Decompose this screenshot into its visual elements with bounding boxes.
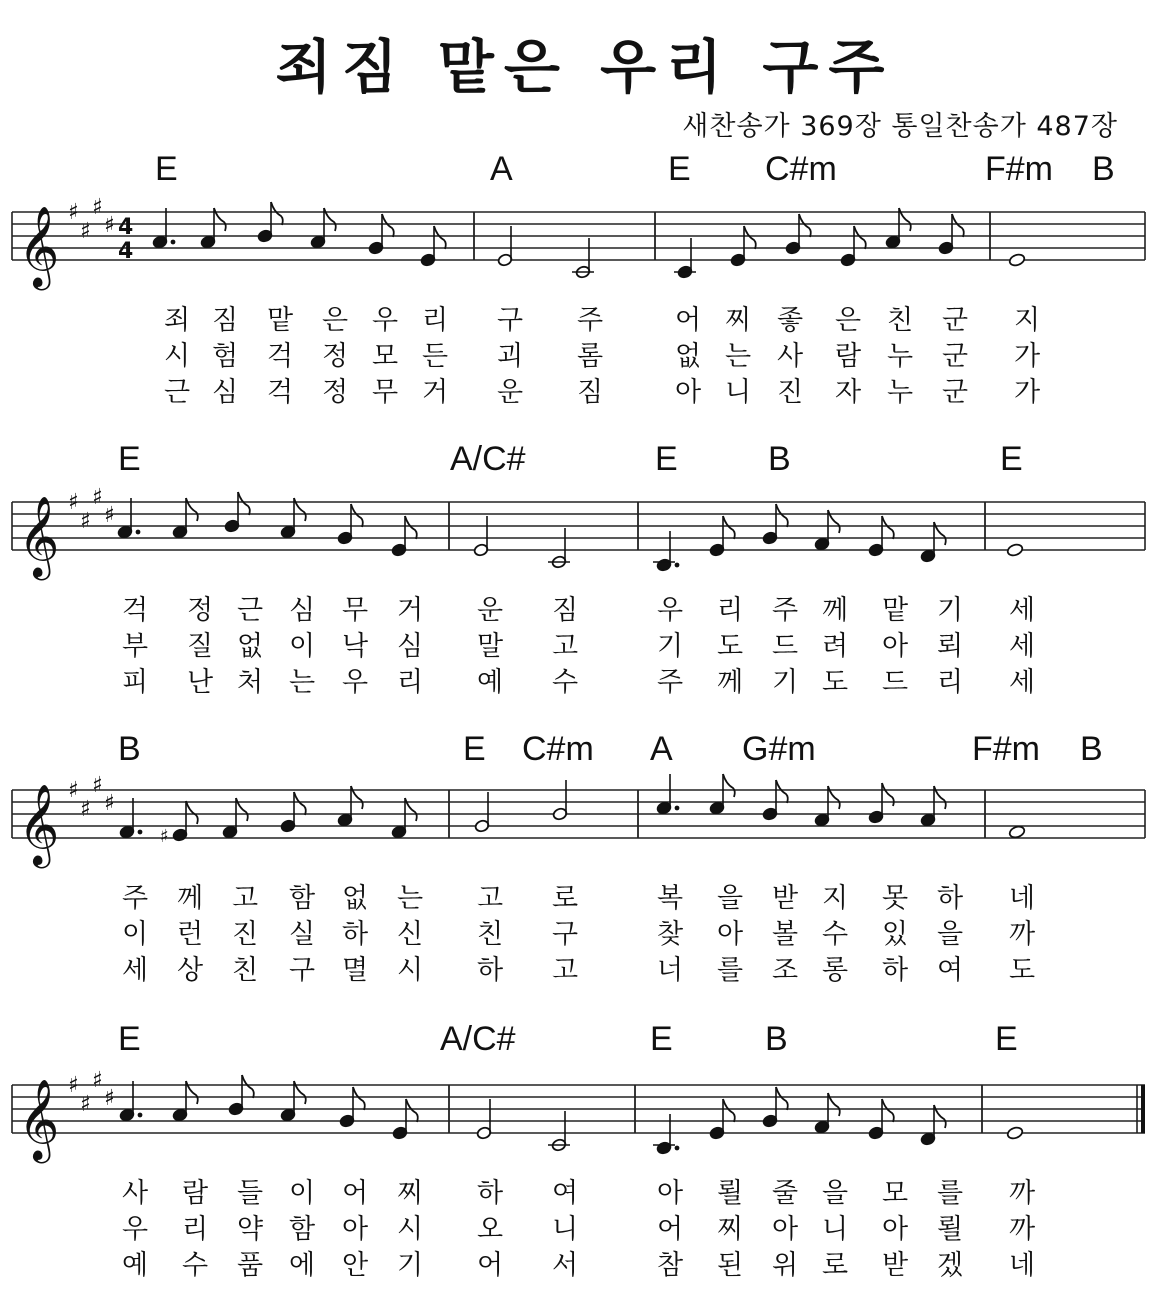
chord-symbol: G#m	[742, 730, 816, 768]
lyric-syllable: 찌	[716, 1214, 744, 1245]
lyric-syllable: 드	[881, 667, 909, 698]
chord-symbol: C#m	[765, 150, 837, 188]
chord-symbol: B	[768, 440, 791, 478]
lyric-syllable: 주	[656, 667, 684, 698]
lyric-syllable: 도	[716, 631, 744, 662]
note	[474, 792, 490, 833]
lyric-syllable: 누	[886, 377, 914, 408]
lyric-syllable: 거	[421, 377, 449, 408]
lyric-syllable: 약	[236, 1214, 264, 1245]
lyric-syllable: 아	[881, 1214, 909, 1245]
note	[172, 1081, 198, 1122]
lyric-syllable: 주	[121, 883, 149, 914]
lyric-syllable: 사	[776, 341, 804, 372]
lyric-syllable: 고	[551, 955, 579, 986]
sharp-icon: ♯	[68, 1073, 79, 1098]
sharp-icon: ♯	[68, 778, 79, 803]
lyric-syllable: 리	[181, 1214, 209, 1245]
lyric-syllable: 맡	[881, 595, 909, 626]
note	[868, 783, 894, 824]
lyric-syllable: 모	[371, 341, 399, 372]
sharp-icon: ♯	[80, 509, 91, 534]
lyric-syllable: 네	[1008, 883, 1036, 914]
lyric-syllable: 없	[674, 341, 702, 372]
chord-symbol: A/C#	[440, 1020, 516, 1058]
note	[476, 1099, 492, 1140]
lyric-syllable: 롬	[576, 341, 604, 372]
note	[337, 786, 363, 827]
lyric-syllable: 친	[476, 919, 504, 950]
lyric-syllable: 함	[288, 1214, 316, 1245]
lyric-syllable: 아	[716, 919, 744, 950]
chord-symbol: E	[1000, 440, 1023, 478]
chord-symbol: B	[765, 1020, 788, 1058]
lyric-syllable: 괴	[496, 341, 524, 372]
lyric-syllable: 아	[341, 1214, 369, 1245]
sharp-icon: ♯	[104, 791, 115, 816]
lyric-syllable: 을	[821, 1178, 849, 1209]
lyric-syllable: 예	[121, 1250, 149, 1281]
lyric-syllable: 된	[716, 1250, 744, 1281]
lyric-syllable: 로	[551, 883, 579, 914]
lyric-syllable: 세	[1008, 595, 1036, 626]
lyric-syllable: 함	[288, 883, 316, 914]
lyric-syllable: 기	[656, 631, 684, 662]
lyric-syllable: 까	[1008, 919, 1036, 950]
lyric-syllable: 구	[551, 919, 579, 950]
lyric-syllable: 거	[396, 595, 424, 626]
sharp-icon: ♯	[92, 485, 103, 510]
chord-symbol: B	[1080, 730, 1103, 768]
lyric-syllable: 걱	[266, 341, 294, 372]
sharp-icon: ♯	[104, 503, 115, 528]
chord-symbol: C#m	[522, 730, 594, 768]
note	[885, 208, 911, 249]
lyric-syllable: 아	[771, 1214, 799, 1245]
lyric-syllable: 아	[674, 377, 702, 408]
note	[117, 498, 140, 539]
lyric-syllable: 는	[396, 883, 424, 914]
lyric-syllable: 람	[834, 341, 862, 372]
lyric-syllable: 줄	[771, 1178, 799, 1209]
chord-symbol: F#m	[985, 150, 1053, 188]
lyric-syllable: 너	[656, 955, 684, 986]
lyric-syllable: 조	[771, 955, 799, 986]
sharp-icon: ♯	[68, 490, 79, 515]
lyric-syllable: 로	[821, 1250, 849, 1281]
note	[119, 1081, 142, 1122]
sharp-icon: ♯	[92, 1068, 103, 1093]
note	[814, 1093, 840, 1134]
lyric-syllable: 여	[551, 1178, 579, 1209]
lyric-syllable: 지	[821, 883, 849, 914]
chord-symbol: E	[650, 1020, 673, 1058]
lyric-syllable: 있	[881, 919, 909, 950]
note	[572, 238, 594, 279]
lyric-syllable: 아	[656, 1178, 684, 1209]
lyric-syllable: 군	[941, 377, 969, 408]
lyric-syllable: 수	[181, 1250, 209, 1281]
lyric-syllable: 우	[341, 667, 369, 698]
lyric-syllable: 주	[576, 305, 604, 336]
note	[814, 786, 840, 827]
lyric-syllable: 롱	[821, 955, 849, 986]
lyric-syllable: 걱	[266, 377, 294, 408]
lyric-syllable: 군	[941, 305, 969, 336]
chord-symbol: E	[118, 1020, 141, 1058]
lyric-syllable: 는	[724, 341, 752, 372]
lyric-syllable: 짐	[211, 305, 239, 336]
lyric-syllable: 드	[771, 631, 799, 662]
lyric-syllable: 볼	[771, 919, 799, 950]
lyric-syllable: 세	[1008, 631, 1036, 662]
lyric-syllable: 주	[771, 595, 799, 626]
chord-symbol: E	[155, 150, 178, 188]
hymn-number: 새찬송가 369장 통일찬송가 487장	[682, 111, 1118, 142]
lyric-syllable: 무	[341, 595, 369, 626]
lyric-syllable: 걱	[121, 595, 149, 626]
lyric-syllable: 정	[321, 377, 349, 408]
lyric-syllable: 우	[656, 595, 684, 626]
lyric-syllable: 정	[186, 595, 214, 626]
sharp-icon: ♯	[104, 1086, 115, 1111]
lyric-syllable: 고	[231, 883, 259, 914]
lyric-syllable: 고	[551, 631, 579, 662]
lyric-syllable: 도	[821, 667, 849, 698]
lyric-syllable: 을	[936, 919, 964, 950]
lyric-syllable: 참	[656, 1250, 684, 1281]
lyric-syllable: 지	[1013, 305, 1041, 336]
lyric-syllable: 예	[476, 667, 504, 698]
lyric-syllable: 여	[936, 955, 964, 986]
note	[920, 786, 946, 827]
lyric-syllable: 들	[236, 1178, 264, 1209]
lyric-syllable: 가	[1013, 341, 1041, 372]
lyric-syllable: 이	[121, 919, 149, 950]
lyric-syllable: 짐	[551, 595, 579, 626]
lyric-syllable: 운	[476, 595, 504, 626]
lyric-syllable: 낙	[341, 631, 369, 662]
lyric-syllable: 아	[881, 631, 909, 662]
note	[548, 528, 570, 569]
lyric-syllable: 하	[476, 955, 504, 986]
lyric-syllable: 피	[121, 667, 149, 698]
lyric-syllable: 고	[476, 883, 504, 914]
lyric-syllable: 기	[936, 595, 964, 626]
lyric-syllable: 수	[821, 919, 849, 950]
chord-symbol: E	[655, 440, 678, 478]
note	[920, 522, 946, 563]
lyric-syllable: 은	[834, 305, 862, 336]
lyric-syllable: 께	[716, 667, 744, 698]
lyric-syllable: 심	[211, 377, 239, 408]
lyric-syllable: 까	[1008, 1214, 1036, 1245]
lyric-syllable: 위	[771, 1250, 799, 1281]
note	[497, 226, 513, 267]
lyric-syllable: 니	[551, 1214, 579, 1245]
note	[674, 238, 696, 279]
note	[1006, 543, 1024, 558]
note	[310, 208, 336, 249]
sharp-icon: ♯	[92, 195, 103, 220]
staff	[0, 150, 1170, 300]
lyric-syllable: 뢰	[936, 631, 964, 662]
note	[653, 1114, 679, 1155]
lyric-syllable: 심	[396, 631, 424, 662]
lyric-syllable: 구	[496, 305, 524, 336]
lyric-syllable: 안	[341, 1250, 369, 1281]
lyric-syllable: 무	[371, 377, 399, 408]
lyric-syllable: 는	[288, 667, 316, 698]
staff	[0, 440, 1170, 590]
lyric-syllable: 실	[288, 919, 316, 950]
lyric-syllable: 께	[821, 595, 849, 626]
lyric-syllable: 어	[341, 1178, 369, 1209]
lyric-syllable: 리	[421, 305, 449, 336]
song-title: 죄짐 맡은 우리 구주	[275, 33, 895, 101]
sharp-icon: ♯	[80, 219, 91, 244]
chord-symbol: E	[668, 150, 691, 188]
lyric-syllable: 께	[176, 883, 204, 914]
chord-symbol: A/C#	[450, 440, 526, 478]
lyric-syllable: 누	[886, 341, 914, 372]
lyric-syllable: 하	[476, 1178, 504, 1209]
note	[1006, 1126, 1024, 1141]
lyric-syllable: 구	[288, 955, 316, 986]
note	[200, 208, 226, 249]
lyric-syllable: 없	[341, 883, 369, 914]
note	[473, 516, 489, 557]
lyric-syllable: 하	[341, 919, 369, 950]
lyric-syllable: 어	[656, 1214, 684, 1245]
lyric-syllable: 니	[724, 377, 752, 408]
lyric-syllable: 시	[396, 955, 424, 986]
note	[1008, 253, 1026, 268]
sharp-icon: ♯	[104, 213, 115, 238]
lyric-syllable: 정	[321, 341, 349, 372]
chord-symbol: B	[118, 730, 141, 768]
lyric-syllable: 에	[288, 1250, 316, 1281]
lyric-syllable: 세	[1008, 667, 1036, 698]
sharp-icon: ♯	[68, 200, 79, 225]
note	[172, 498, 198, 539]
staff	[0, 1020, 1170, 1170]
lyric-syllable: 든	[421, 341, 449, 372]
lyric-syllable: 심	[288, 595, 316, 626]
lyric-syllable: 우	[121, 1214, 149, 1245]
lyric-syllable: 도	[1008, 955, 1036, 986]
lyric-syllable: 군	[941, 341, 969, 372]
time-signature-bottom: 4	[118, 239, 134, 264]
lyric-syllable: 기	[771, 667, 799, 698]
lyric-syllable: 서	[551, 1250, 579, 1281]
note	[152, 208, 175, 249]
lyric-syllable: 수	[551, 667, 579, 698]
lyric-syllable: 기	[396, 1250, 424, 1281]
note	[160, 801, 198, 847]
lyric-syllable: 뢸	[716, 1178, 744, 1209]
lyric-syllable: 을	[716, 883, 744, 914]
treble-clef-icon: 𝄞	[18, 495, 60, 577]
note	[920, 1105, 946, 1146]
chord-symbol: E	[118, 440, 141, 478]
lyric-syllable: 받	[771, 883, 799, 914]
staff	[0, 730, 1170, 880]
chord-symbol: F#m	[972, 730, 1040, 768]
lyric-syllable: 모	[881, 1178, 909, 1209]
note	[709, 774, 735, 815]
lyric-syllable: 운	[496, 377, 524, 408]
lyric-syllable: 험	[211, 341, 239, 372]
svg-text:♯: ♯	[160, 826, 169, 847]
lyric-syllable: 어	[476, 1250, 504, 1281]
chord-symbol: A	[650, 730, 673, 768]
lyric-syllable: 를	[716, 955, 744, 986]
lyric-syllable: 네	[1008, 1250, 1036, 1281]
lyric-syllable: 진	[776, 377, 804, 408]
lyric-syllable: 세	[121, 955, 149, 986]
lyric-syllable: 처	[236, 667, 264, 698]
lyric-syllable: 겠	[936, 1250, 964, 1281]
note	[653, 531, 679, 572]
note	[222, 798, 248, 839]
lyric-syllable: 근	[163, 377, 191, 408]
lyric-syllable: 찌	[396, 1178, 424, 1209]
note	[814, 510, 840, 551]
lyric-syllable: 없	[236, 631, 264, 662]
lyric-syllable: 리	[936, 667, 964, 698]
lyric-syllable: 어	[674, 305, 702, 336]
lyric-syllable: 멸	[341, 955, 369, 986]
lyric-syllable: 부	[121, 631, 149, 662]
lyric-syllable: 진	[231, 919, 259, 950]
lyric-syllable: 찾	[656, 919, 684, 950]
lyric-syllable: 시	[396, 1214, 424, 1245]
treble-clef-icon: 𝄞	[18, 205, 60, 287]
lyric-syllable: 품	[236, 1250, 264, 1281]
lyric-syllable: 사	[121, 1178, 149, 1209]
note	[1008, 825, 1026, 840]
sharp-icon: ♯	[92, 773, 103, 798]
chord-symbol: B	[1092, 150, 1115, 188]
lyric-syllable: 상	[176, 955, 204, 986]
chord-symbol: A	[490, 150, 513, 188]
lyric-syllable: 은	[321, 305, 349, 336]
chord-symbol: E	[463, 730, 486, 768]
lyric-syllable: 난	[186, 667, 214, 698]
chord-symbol: E	[995, 1020, 1018, 1058]
note	[552, 780, 568, 821]
lyric-syllable: 까	[1008, 1178, 1036, 1209]
lyric-syllable: 시	[163, 341, 191, 372]
lyric-syllable: 말	[476, 631, 504, 662]
lyric-syllable: 람	[181, 1178, 209, 1209]
lyric-syllable: 복	[656, 883, 684, 914]
lyric-syllable: 받	[881, 1250, 909, 1281]
lyric-syllable: 질	[186, 631, 214, 662]
sharp-icon: ♯	[80, 1092, 91, 1117]
lyric-syllable: 맡	[266, 305, 294, 336]
lyric-syllable: 짐	[576, 377, 604, 408]
lyric-syllable: 리	[396, 667, 424, 698]
note	[391, 798, 417, 839]
lyric-syllable: 이	[288, 1178, 316, 1209]
sharp-icon: ♯	[80, 797, 91, 822]
lyric-syllable: 못	[881, 883, 909, 914]
lyric-syllable: 려	[821, 631, 849, 662]
treble-clef-icon: 𝄞	[18, 1078, 60, 1160]
lyric-syllable: 리	[716, 595, 744, 626]
lyric-syllable: 가	[1013, 377, 1041, 408]
lyric-syllable: 근	[236, 595, 264, 626]
lyric-syllable: 자	[834, 377, 862, 408]
note	[280, 498, 306, 539]
treble-clef-icon: 𝄞	[18, 783, 60, 865]
lyric-syllable: 니	[821, 1214, 849, 1245]
lyric-syllable: 신	[396, 919, 424, 950]
lyric-syllable: 찌	[724, 305, 752, 336]
lyric-syllable: 오	[476, 1214, 504, 1245]
lyric-syllable: 좋	[776, 305, 804, 336]
lyric-syllable: 하	[881, 955, 909, 986]
lyric-syllable: 죄	[163, 305, 191, 336]
lyric-syllable: 런	[176, 919, 204, 950]
lyric-syllable: 뢸	[936, 1214, 964, 1245]
note	[119, 798, 142, 839]
time-signature-top: 4	[118, 215, 134, 240]
lyric-syllable: 친	[886, 305, 914, 336]
note	[548, 1111, 570, 1152]
lyric-syllable: 이	[288, 631, 316, 662]
lyric-syllable: 하	[936, 883, 964, 914]
note	[280, 1081, 306, 1122]
lyric-syllable: 친	[231, 955, 259, 986]
lyric-syllable: 우	[371, 305, 399, 336]
note	[656, 774, 679, 815]
lyric-syllable: 를	[936, 1178, 964, 1209]
